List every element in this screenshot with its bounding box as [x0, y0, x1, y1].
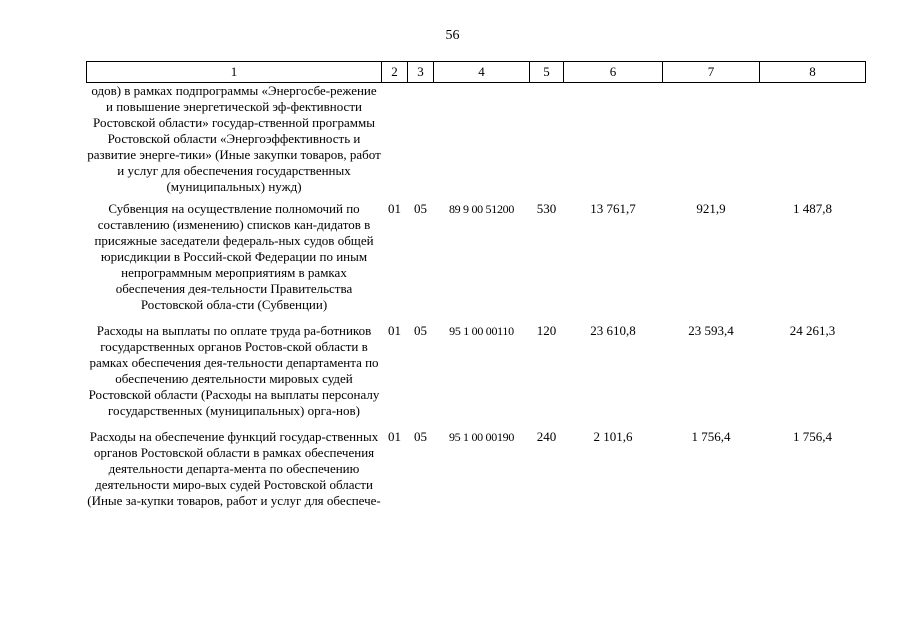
- header-cell-6: 6: [564, 62, 663, 83]
- table-row: [87, 83, 866, 196]
- row-code-section: 01: [388, 323, 401, 338]
- header-cell-2: 2: [382, 62, 408, 83]
- row-description: Субвенция на осуществление полномочий по составлению (изменению) списков кан-дидатов в присяжные заседатели федераль-ных судов общей юрисдикции в Россий-ской Федерации по иным непрограммным мероприятиям в рамках обеспечения дея-тельности Правительства Ростовской обла-сти (Субвенции): [94, 201, 374, 312]
- row-code-type: 240: [536, 429, 557, 444]
- row-code-subsection: 05: [414, 201, 427, 216]
- header-cell-5: 5: [530, 62, 564, 83]
- header-cell-3: 3: [408, 62, 434, 83]
- row-value-2: 1 756,4: [691, 429, 731, 444]
- row-code-type: 120: [536, 323, 557, 338]
- header-cell-8: 8: [760, 62, 866, 83]
- table-row: [87, 195, 866, 317]
- row-code-target: 89 9 00 51200: [448, 202, 515, 216]
- row-value-3: [760, 83, 866, 196]
- row-description: Расходы на обеспечение функций государ-ственных органов Ростовской области в рамках обеспечения деятельности департа-мента по обеспечению деятельности миро-вых судей Ростовской области (Иные за-купки товаров, работ и услуг для обеспече-: [87, 429, 381, 508]
- header-cell-4: 4: [434, 62, 530, 83]
- row-description: Расходы на выплаты по оплате труда ра-ботников государственных органов Ростов-ской области в рамках обеспечения дея-тельности департамента по обеспечению деятельности мировых судей Ростовской области (Расходы на выплаты персоналу государственных (муниципальных) орга-нов): [88, 323, 380, 418]
- header-row: [87, 62, 866, 83]
- row-value-2: 921,9: [696, 201, 726, 216]
- table-row: [87, 423, 866, 513]
- row-code-target: 95 1 00 00190: [448, 430, 515, 444]
- row-code-subsection: 05: [414, 323, 427, 338]
- row-value-3: 1 756,4: [793, 429, 832, 444]
- row-description: одов) в рамках подпрограммы «Энергосбе-режение и повышение энергетической эф-фективности Ростовской области» государ-ственной программы Ростовской области «Энергоэффективность и развитие энерге-тики» (Иные закупки товаров, работ и услуг для обеспечения государственных (муниципальных) нужд): [87, 83, 381, 194]
- row-value-3: 1 487,8: [793, 201, 832, 216]
- row-code-type: 530: [536, 201, 557, 216]
- row-code-subsection: [408, 83, 434, 196]
- header-cell-1: 1: [87, 62, 382, 83]
- row-code-section: [382, 83, 408, 196]
- row-value-1: [564, 83, 663, 196]
- row-value-3: 24 261,3: [789, 323, 836, 338]
- page-number: 56: [445, 28, 460, 43]
- row-value-1: 23 610,8: [590, 323, 636, 338]
- row-value-2: [663, 83, 760, 196]
- row-code-subsection: 05: [414, 429, 427, 444]
- row-value-2: 23 593,4: [688, 323, 734, 338]
- row-value-1: 2 101,6: [593, 429, 633, 444]
- header-cell-7: 7: [663, 62, 760, 83]
- table-row: [87, 317, 866, 423]
- budget-table: [86, 61, 866, 513]
- row-code-type: [530, 83, 564, 196]
- row-code-section: 01: [388, 201, 401, 216]
- row-value-1: 13 761,7: [590, 201, 636, 216]
- row-code-target: [434, 83, 530, 196]
- row-code-section: 01: [388, 429, 401, 444]
- row-code-target: 95 1 00 00110: [449, 324, 514, 338]
